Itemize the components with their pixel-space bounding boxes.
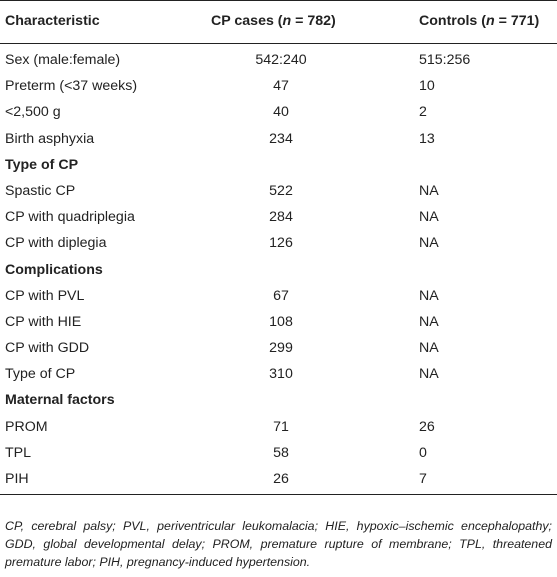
cell-cp-cases: 299 (269, 340, 293, 357)
cell-cp-cases: 47 (273, 78, 289, 95)
cell-controls: NA (419, 313, 439, 330)
cell-controls: NA (419, 366, 439, 383)
cell-cp-cases: 58 (273, 444, 289, 461)
table-row (0, 74, 557, 100)
cell-controls: NA (419, 209, 439, 226)
row-label: CP with HIE (5, 313, 82, 330)
cell-cp-cases: 284 (269, 209, 293, 226)
cell-controls: 2 (419, 104, 427, 121)
header-cases-n: n (282, 13, 292, 29)
row-label: Preterm (<37 weeks) (5, 78, 138, 95)
cell-cp-cases: 40 (273, 104, 289, 121)
table-row (0, 441, 557, 467)
section-label: Type of CP (5, 156, 79, 173)
header-cases-suffix: = 782) (291, 13, 336, 29)
cell-controls: NA (419, 340, 439, 357)
row-label: Spastic CP (5, 182, 76, 199)
cell-controls: 7 (419, 471, 427, 487)
section-header-row (0, 153, 557, 179)
cell-cp-cases: 71 (273, 418, 289, 435)
row-label: PROM (5, 418, 48, 435)
cell-cp-cases: 522 (269, 182, 293, 199)
section-label: Maternal factors (5, 392, 115, 409)
cell-controls: NA (419, 287, 439, 304)
cell-cp-cases: 108 (269, 313, 293, 330)
row-label: Type of CP (5, 366, 76, 383)
table-row (0, 415, 557, 441)
table-row (0, 100, 557, 126)
row-label: CP with GDD (5, 340, 90, 357)
row-label: Sex (male:female) (5, 52, 121, 68)
table-row (0, 179, 557, 205)
cell-cp-cases: 126 (269, 235, 293, 252)
cell-controls: 10 (419, 78, 435, 95)
header-controls-prefix: Controls ( (419, 13, 486, 29)
row-label: CP with quadriplegia (5, 209, 135, 226)
header-controls-n: n (486, 13, 495, 29)
cell-controls: NA (419, 235, 439, 252)
row-label: <2,500 g (5, 104, 61, 121)
table-row (0, 48, 557, 74)
table-row (0, 310, 557, 336)
cell-controls: 13 (419, 130, 435, 147)
row-label: Birth asphyxia (5, 130, 95, 147)
header-controls-suffix: = 771) (494, 13, 540, 29)
cell-cp-cases: 542:240 (255, 52, 307, 68)
header-cases-prefix: CP cases ( (211, 13, 283, 29)
table-row (0, 284, 557, 310)
cell-cp-cases: 310 (269, 366, 293, 383)
table-body (0, 48, 557, 495)
cell-cp-cases: 234 (269, 130, 293, 147)
header-controls (419, 13, 539, 29)
table-row (0, 127, 557, 153)
cell-controls: 26 (419, 418, 435, 435)
header-characteristic: Characteristic (5, 13, 100, 29)
cell-cp-cases: 67 (273, 287, 289, 304)
cell-controls: NA (419, 182, 439, 199)
table-row (0, 231, 557, 257)
cell-cp-cases: 26 (273, 471, 289, 487)
header-cp-cases (211, 13, 336, 29)
table-header (0, 0, 557, 44)
table-footnote: CP, cerebral palsy; PVL, periventricular leukomalacia; HIE, hypoxic–ischemic encephalopathy; GDD, global developmental delay; PROM, premature rupture of membrane; TPL, threatened premature labor; PIH, pregnancy-induced hypertension. (5, 519, 552, 569)
row-label: CP with PVL (5, 287, 85, 304)
section-header-row (0, 258, 557, 284)
table-row (0, 362, 557, 388)
table-row (0, 467, 557, 495)
section-label: Complications (5, 261, 103, 278)
section-header-row (0, 388, 557, 414)
row-label: TPL (5, 444, 32, 461)
table-row (0, 336, 557, 362)
row-label: CP with diplegia (5, 235, 107, 252)
row-label: PIH (5, 471, 29, 487)
table-row (0, 205, 557, 231)
cell-controls: 515:256 (419, 52, 471, 68)
cell-controls: 0 (419, 444, 427, 461)
